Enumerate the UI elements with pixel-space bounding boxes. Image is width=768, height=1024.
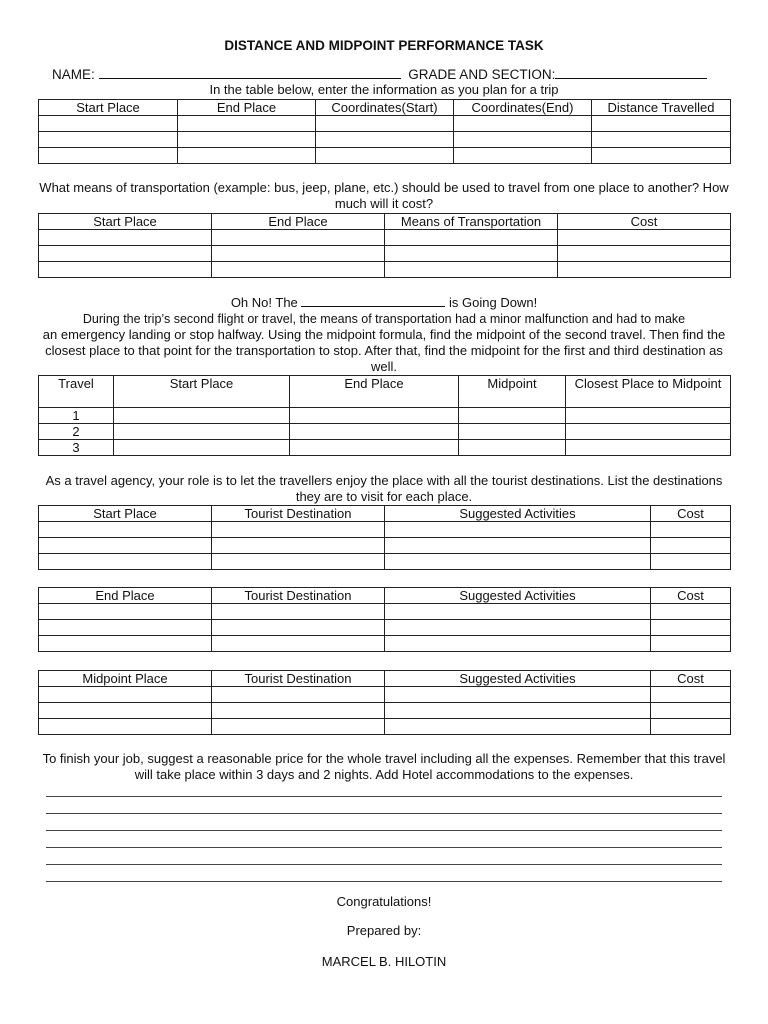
table-cell[interactable]	[651, 522, 731, 538]
table-cell[interactable]	[385, 719, 651, 735]
table-cell[interactable]	[385, 538, 651, 554]
table-cell[interactable]	[566, 408, 731, 424]
table-cell[interactable]	[114, 408, 290, 424]
table-row	[39, 424, 731, 440]
table-row	[39, 604, 731, 620]
prepared-by-label: Prepared by:	[346, 923, 422, 938]
name-label: NAME:	[52, 67, 95, 82]
table-cell[interactable]	[385, 620, 651, 636]
col-header: Cost	[651, 506, 731, 522]
grade-section-field[interactable]	[555, 66, 707, 79]
name-field[interactable]	[99, 66, 401, 79]
table-cell[interactable]	[385, 554, 651, 570]
answer-line[interactable]	[46, 848, 722, 865]
table-row	[39, 116, 731, 132]
table-row	[39, 262, 731, 278]
section1-instruction: In the table below, enter the information as you plan for a trip	[209, 82, 559, 97]
table-row	[39, 408, 731, 424]
table-row	[39, 636, 731, 652]
col-header: Start Place	[39, 506, 212, 522]
section3-line1: During the trip’s second flight or travel, the means of transportation had a minor malfunction and had to make	[82, 312, 686, 326]
start-place-destinations-table	[38, 505, 731, 570]
table-cell[interactable]	[39, 148, 178, 164]
table-row	[39, 620, 731, 636]
section3-heading	[36, 294, 732, 311]
section4-instruction: As a travel agency, your role is to let the travellers enjoy the place with all the tourist destinations. List the destinations they are to visit for each place.	[45, 473, 723, 504]
col-header: Cost	[651, 588, 731, 604]
table-cell[interactable]	[39, 554, 212, 570]
table-cell[interactable]	[39, 522, 212, 538]
table-cell[interactable]	[178, 148, 316, 164]
table-cell[interactable]	[316, 148, 454, 164]
section2-question: What means of transportation (example: bus, jeep, plane, etc.) should be used to travel from one place to another? How much will it cost?	[39, 180, 729, 211]
col-header: End Place	[178, 100, 316, 116]
table-cell[interactable]	[212, 703, 385, 719]
answer-line[interactable]	[46, 797, 722, 814]
table-row	[39, 687, 731, 703]
table-cell[interactable]	[39, 116, 178, 132]
table-cell[interactable]	[651, 620, 731, 636]
col-header: Start Place	[39, 214, 212, 230]
travel-number: 3	[39, 440, 114, 456]
table-cell[interactable]	[212, 522, 385, 538]
table-cell[interactable]	[385, 246, 558, 262]
col-header: Cost	[558, 214, 731, 230]
table-cell[interactable]	[39, 636, 212, 652]
table-cell[interactable]	[39, 719, 212, 735]
table-cell[interactable]	[454, 132, 592, 148]
col-header: Start Place	[114, 376, 290, 408]
end-place-destinations-table	[38, 587, 731, 652]
table-row	[39, 719, 731, 735]
col-header: Coordinates(Start)	[316, 100, 454, 116]
table-cell[interactable]	[651, 604, 731, 620]
table-cell[interactable]	[385, 262, 558, 278]
table-cell[interactable]	[558, 230, 731, 246]
congratulations-text: Congratulations!	[336, 894, 432, 909]
table-cell[interactable]	[212, 246, 385, 262]
midpoint-place-destinations-table	[38, 670, 731, 735]
table-cell[interactable]	[454, 148, 592, 164]
table-cell[interactable]	[459, 440, 566, 456]
table-cell[interactable]	[316, 116, 454, 132]
table-cell[interactable]	[178, 116, 316, 132]
answer-line[interactable]	[46, 814, 722, 831]
section3-line2: an emergency landing or stop halfway. Using the midpoint formula, find the midpoint of the second travel. Then find the closest place to that point for the transportation to stop. After that, find the midpoint for the first and third destination as well.	[42, 327, 726, 374]
table-cell[interactable]	[385, 604, 651, 620]
name-grade-line	[52, 66, 707, 82]
table-cell[interactable]	[114, 440, 290, 456]
col-header: Suggested Activities	[385, 588, 651, 604]
table-cell[interactable]	[290, 408, 459, 424]
author-name: MARCEL B. HILOTIN	[321, 954, 447, 969]
table-cell[interactable]	[385, 703, 651, 719]
table-cell[interactable]	[212, 538, 385, 554]
table-cell[interactable]	[212, 620, 385, 636]
table-cell[interactable]	[212, 636, 385, 652]
travel-number: 2	[39, 424, 114, 440]
table-cell[interactable]	[651, 636, 731, 652]
col-header: Tourist Destination	[212, 588, 385, 604]
table-row	[39, 703, 731, 719]
table-row	[39, 148, 731, 164]
table-row	[39, 230, 731, 246]
answer-line[interactable]	[46, 865, 722, 882]
col-header: Tourist Destination	[212, 671, 385, 687]
table-cell[interactable]	[290, 440, 459, 456]
col-header: Distance Travelled	[592, 100, 731, 116]
table-cell[interactable]	[385, 522, 651, 538]
travel-number: 1	[39, 408, 114, 424]
col-header: End Place	[290, 376, 459, 408]
table-cell[interactable]	[566, 424, 731, 440]
table-row	[39, 522, 731, 538]
table-cell[interactable]	[39, 246, 212, 262]
table-cell[interactable]	[39, 703, 212, 719]
table-cell[interactable]	[39, 687, 212, 703]
table-cell[interactable]	[212, 719, 385, 735]
table-cell[interactable]	[212, 230, 385, 246]
col-header: End Place	[212, 214, 385, 230]
grade-label: GRADE AND SECTION:	[408, 67, 556, 82]
table-cell[interactable]	[385, 230, 558, 246]
table-cell[interactable]	[178, 132, 316, 148]
col-header: Suggested Activities	[385, 506, 651, 522]
table-cell[interactable]	[592, 148, 731, 164]
table-cell[interactable]	[39, 604, 212, 620]
table-cell[interactable]	[39, 538, 212, 554]
table-cell[interactable]	[454, 116, 592, 132]
table-cell[interactable]	[39, 262, 212, 278]
trip-plan-table	[38, 99, 731, 164]
table-cell[interactable]	[651, 703, 731, 719]
section5-instruction: To finish your job, suggest a reasonable price for the whole travel including all the expenses. Remember that this travel will take place within 3 days and 2 nights. Add Hotel accommodations to the expenses.	[42, 751, 726, 782]
page-title: DISTANCE AND MIDPOINT PERFORMANCE TASK	[224, 38, 544, 53]
table-cell[interactable]	[212, 604, 385, 620]
table-row	[39, 538, 731, 554]
table-cell[interactable]	[39, 132, 178, 148]
table-cell[interactable]	[651, 554, 731, 570]
answer-lines	[46, 792, 722, 882]
table-cell[interactable]	[39, 230, 212, 246]
table-cell[interactable]	[651, 687, 731, 703]
table-row	[39, 246, 731, 262]
midpoint-table	[38, 375, 731, 456]
table-cell[interactable]	[385, 687, 651, 703]
table-cell[interactable]	[212, 554, 385, 570]
table-cell[interactable]	[212, 262, 385, 278]
table-cell[interactable]	[651, 719, 731, 735]
col-header: Start Place	[39, 100, 178, 116]
col-header: Means of Transportation	[385, 214, 558, 230]
col-header: Suggested Activities	[385, 671, 651, 687]
table-cell[interactable]	[459, 408, 566, 424]
table-row	[39, 132, 731, 148]
col-header: Tourist Destination	[212, 506, 385, 522]
col-header: Travel	[39, 376, 114, 408]
transport-table	[38, 213, 731, 278]
heading-end: is Going Down!	[449, 295, 538, 310]
table-cell[interactable]	[566, 440, 731, 456]
table-cell[interactable]	[290, 424, 459, 440]
col-header: Midpoint Place	[39, 671, 212, 687]
answer-line[interactable]	[46, 831, 722, 848]
col-header: Midpoint	[459, 376, 566, 408]
table-row	[39, 554, 731, 570]
table-cell[interactable]	[558, 262, 731, 278]
col-header: End Place	[39, 588, 212, 604]
table-cell[interactable]	[316, 132, 454, 148]
col-header: Closest Place to Midpoint	[566, 376, 731, 408]
col-header: Coordinates(End)	[454, 100, 592, 116]
table-cell[interactable]	[212, 687, 385, 703]
table-cell[interactable]	[39, 620, 212, 636]
table-cell[interactable]	[592, 116, 731, 132]
heading-start: Oh No! The	[230, 295, 298, 310]
table-cell[interactable]	[114, 424, 290, 440]
table-cell[interactable]	[385, 636, 651, 652]
table-cell[interactable]	[651, 538, 731, 554]
table-cell[interactable]	[592, 132, 731, 148]
table-cell[interactable]	[558, 246, 731, 262]
vehicle-field[interactable]	[301, 294, 445, 307]
col-header: Cost	[651, 671, 731, 687]
table-cell[interactable]	[459, 424, 566, 440]
table-row	[39, 440, 731, 456]
